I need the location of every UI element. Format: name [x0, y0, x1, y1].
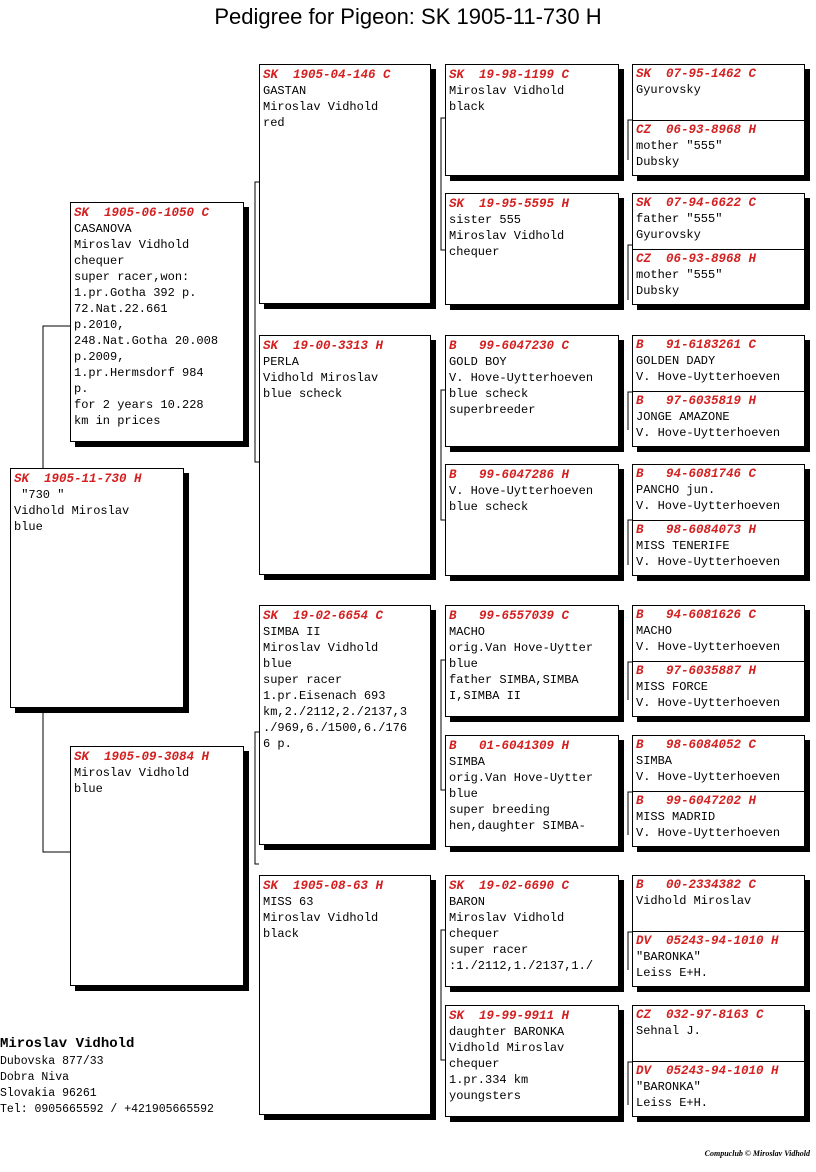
divider	[633, 120, 804, 121]
ring-number: B 98-6084073 H	[636, 523, 757, 537]
grandparent-card[interactable]	[259, 64, 431, 304]
card-line: superbreeder	[449, 403, 536, 417]
card-line: MACHO	[636, 624, 673, 638]
card-line: V. Hove-Uytterhoeven	[449, 371, 594, 385]
card-line: chequer	[449, 1057, 500, 1071]
ancestor-entry[interactable]	[636, 663, 802, 711]
card-line: Miroslav Vidhold	[263, 911, 379, 925]
ancestor-pair-card[interactable]	[632, 735, 805, 847]
card-line: JONGE AMAZONE	[636, 410, 730, 424]
ring-number: B 00-2334382 C	[636, 878, 757, 892]
divider	[633, 661, 804, 662]
owner-address-line: Dubovska 877/33	[0, 1055, 104, 1068]
ring-number: SK 1905-04-146 C	[263, 68, 391, 82]
card-line: black	[263, 927, 300, 941]
card-line: hen,daughter SIMBA-	[449, 819, 586, 833]
ancestor-entry[interactable]	[636, 337, 802, 385]
card-line: V. Hove-Uytterhoeven	[636, 770, 781, 784]
card-line: MACHO	[449, 625, 486, 639]
ancestor-pair-card[interactable]	[632, 1005, 805, 1117]
divider	[633, 931, 804, 932]
ring-number: SK 1905-08-63 H	[263, 879, 384, 893]
sire-card[interactable]	[70, 202, 244, 442]
ring-number: DV 05243-94-1010 H	[636, 934, 779, 948]
ring-number: B 99-6047286 H	[449, 468, 570, 482]
owner-phone: Tel: 0905665592 / +421905665592	[0, 1103, 214, 1116]
card-line: red	[263, 116, 285, 130]
owner-name: Miroslav Vidhold	[0, 1036, 135, 1052]
card-line: "BARONKA"	[636, 950, 701, 964]
ring-number: SK 1905-09-3084 H	[74, 750, 210, 764]
card-line: super breeding	[449, 803, 550, 817]
ring-number: SK 19-98-1199 C	[449, 68, 570, 82]
card-line: Miroslav Vidhold	[449, 229, 565, 243]
great-grandparent-card[interactable]	[445, 193, 619, 305]
card-line: PERLA	[263, 355, 300, 369]
ancestor-pair-card[interactable]	[632, 64, 805, 176]
card-line: Miroslav Vidhold	[449, 84, 565, 98]
great-grandparent-card[interactable]	[445, 605, 619, 717]
card-line: V. Hove-Uytterhoeven	[636, 370, 781, 384]
ring-number: CZ 06-93-8968 H	[636, 252, 757, 266]
ancestor-entry[interactable]	[636, 793, 802, 841]
card-line: Miroslav Vidhold	[449, 911, 565, 925]
card-line: chequer	[449, 927, 500, 941]
ancestor-entry[interactable]	[636, 466, 802, 514]
card-line: father "555"	[636, 212, 723, 226]
card-line: blue	[449, 657, 478, 671]
card-line: mother "555"	[636, 139, 723, 153]
card-line: blue scheck	[449, 387, 529, 401]
card-line: orig.Van Hove-Uytter	[449, 771, 594, 785]
card-line: orig.Van Hove-Uytter	[449, 641, 594, 655]
card-line: 72.Nat.22.661	[74, 302, 168, 316]
ancestor-entry[interactable]	[636, 393, 802, 441]
card-line: SIMBA II	[263, 625, 321, 639]
owner-address-line: Dobra Niva	[0, 1071, 70, 1084]
ancestor-entry[interactable]	[636, 522, 802, 570]
card-line: "730 "	[14, 488, 65, 502]
card-line: Miroslav Vidhold	[74, 766, 190, 780]
great-grandparent-card[interactable]	[445, 464, 619, 576]
card-line: 1.pr.Hermsdorf 984	[74, 366, 204, 380]
card-line: blue	[74, 782, 103, 796]
great-grandparent-card[interactable]	[445, 335, 619, 447]
card-line: super racer,won:	[74, 270, 190, 284]
great-grandparent-card[interactable]	[445, 735, 619, 847]
ring-number: B 91-6183261 C	[636, 338, 757, 352]
card-line: SIMBA	[636, 754, 673, 768]
card-line: I,SIMBA II	[449, 689, 522, 703]
card-line: V. Hove-Uytterhoeven	[636, 426, 781, 440]
ring-number: DV 05243-94-1010 H	[636, 1064, 779, 1078]
card-line: MISS FORCE	[636, 680, 709, 694]
card-line: CASANOVA	[74, 222, 132, 236]
ring-number: B 97-6035819 H	[636, 394, 757, 408]
card-line: 1.pr.Eisenach 693	[263, 689, 386, 703]
ring-number: SK 19-02-6654 C	[263, 609, 384, 623]
ancestor-pair-card[interactable]	[632, 605, 805, 717]
dam-card[interactable]	[70, 746, 244, 986]
ancestor-pair-card[interactable]	[632, 193, 805, 305]
card-line: Miroslav Vidhold	[263, 100, 379, 114]
card-line: MISS MADRID	[636, 810, 716, 824]
ring-number: B 01-6041309 H	[449, 739, 570, 753]
ancestor-entry[interactable]	[636, 1007, 802, 1039]
grandparent-card[interactable]	[259, 605, 431, 845]
card-line: Miroslav Vidhold	[74, 238, 190, 252]
card-line: Dubsky	[636, 155, 680, 169]
card-line: youngsters	[449, 1089, 522, 1103]
card-line: sister 555	[449, 213, 522, 227]
ring-number: SK 1905-11-730 H	[14, 472, 142, 486]
card-line: V. Hove-Uytterhoeven	[449, 484, 594, 498]
ancestor-entry[interactable]	[636, 877, 802, 909]
card-line: Miroslav Vidhold	[263, 641, 379, 655]
card-line: blue	[449, 787, 478, 801]
ancestor-entry[interactable]	[636, 1063, 802, 1111]
card-line: PANCHO jun.	[636, 483, 716, 497]
card-line: daughter BARONKA	[449, 1025, 565, 1039]
card-line: V. Hove-Uytterhoeven	[636, 640, 781, 654]
card-line: BARON	[449, 895, 486, 909]
card-line: Sehnal J.	[636, 1024, 701, 1038]
card-line: Gyurovsky	[636, 228, 701, 242]
card-line: MISS 63	[263, 895, 314, 909]
card-line: GASTAN	[263, 84, 307, 98]
card-line: V. Hove-Uytterhoeven	[636, 499, 781, 513]
card-line: blue scheck	[263, 387, 343, 401]
card-line: 248.Nat.Gotha 20.008	[74, 334, 219, 348]
subject-pigeon-card[interactable]	[10, 468, 184, 708]
card-line: 1.pr.334 km	[449, 1073, 529, 1087]
ancestor-entry[interactable]	[636, 737, 802, 785]
card-line: Gyurovsky	[636, 83, 701, 97]
card-line: V. Hove-Uytterhoeven	[636, 555, 781, 569]
ring-number: B 99-6047230 C	[449, 339, 570, 353]
grandparent-card[interactable]	[259, 335, 431, 575]
card-line: p.	[74, 382, 89, 396]
card-line: super racer	[263, 673, 343, 687]
grandparent-card[interactable]	[259, 875, 431, 1115]
ring-number: B 99-6557039 C	[449, 609, 570, 623]
card-line: mother "555"	[636, 268, 723, 282]
card-line: V. Hove-Uytterhoeven	[636, 696, 781, 710]
card-line: 1.pr.Gotha 392 p.	[74, 286, 197, 300]
great-grandparent-card[interactable]	[445, 64, 619, 176]
card-line: blue	[263, 657, 292, 671]
card-line: Leiss E+H.	[636, 966, 709, 980]
ancestor-entry[interactable]	[636, 607, 802, 655]
great-grandparent-card[interactable]	[445, 1005, 619, 1117]
card-line: black	[449, 100, 486, 114]
card-line: MISS TENERIFE	[636, 539, 730, 553]
ring-number: CZ 032-97-8163 C	[636, 1008, 764, 1022]
card-line: km,2./2112,2./2137,3	[263, 705, 408, 719]
card-line: blue	[14, 520, 43, 534]
ring-number: B 99-6047202 H	[636, 794, 757, 808]
divider	[633, 391, 804, 392]
ancestor-entry[interactable]	[636, 195, 802, 243]
ancestor-entry[interactable]	[636, 251, 802, 299]
card-line: father SIMBA,SIMBA	[449, 673, 579, 687]
ring-number: SK 19-00-3313 H	[263, 339, 384, 353]
ring-number: SK 1905-06-1050 C	[74, 206, 210, 220]
owner-info	[0, 1034, 214, 1118]
ring-number: SK 19-02-6690 C	[449, 879, 570, 893]
divider	[633, 520, 804, 521]
card-line: blue scheck	[449, 500, 529, 514]
footer-credit: Compuclub © Miroslav Vidhold	[704, 1149, 810, 1158]
card-line: Vidhold Miroslav	[636, 894, 752, 908]
great-grandparent-card[interactable]	[445, 875, 619, 987]
ancestor-entry[interactable]	[636, 122, 802, 170]
card-line: chequer	[74, 254, 125, 268]
card-line: "BARONKA"	[636, 1080, 701, 1094]
ring-number: B 94-6081626 C	[636, 608, 757, 622]
card-line: km in prices	[74, 414, 161, 428]
card-line: super racer	[449, 943, 529, 957]
ring-number: SK 19-95-5595 H	[449, 197, 570, 211]
card-line: V. Hove-Uytterhoeven	[636, 826, 781, 840]
ring-number: B 98-6084052 C	[636, 738, 757, 752]
ring-number: CZ 06-93-8968 H	[636, 123, 757, 137]
ancestor-pair-card[interactable]	[632, 875, 805, 987]
divider	[633, 1061, 804, 1062]
ancestor-entry[interactable]	[636, 66, 802, 98]
card-line: for 2 years 10.228	[74, 398, 204, 412]
divider	[633, 791, 804, 792]
card-line: GOLD BOY	[449, 355, 507, 369]
card-line: chequer	[449, 245, 500, 259]
ancestor-entry[interactable]	[636, 933, 802, 981]
ancestor-pair-card[interactable]	[632, 335, 805, 447]
ring-number: B 94-6081746 C	[636, 467, 757, 481]
card-line: ./969,6./1500,6./176	[263, 721, 408, 735]
card-line: Vidhold Miroslav	[449, 1041, 565, 1055]
card-line: p.2009,	[74, 350, 125, 364]
card-line: 6 p.	[263, 737, 292, 751]
ring-number: SK 07-95-1462 C	[636, 67, 757, 81]
ring-number: SK 07-94-6622 C	[636, 196, 757, 210]
card-line: Vidhold Miroslav	[14, 504, 130, 518]
card-line: Dubsky	[636, 284, 680, 298]
card-line: Leiss E+H.	[636, 1096, 709, 1110]
card-line: Vidhold Miroslav	[263, 371, 379, 385]
divider	[633, 249, 804, 250]
page-title: Pedigree for Pigeon: SK 1905-11-730 H	[214, 4, 602, 29]
ring-number: SK 19-99-9911 H	[449, 1009, 570, 1023]
card-line: GOLDEN DADY	[636, 354, 716, 368]
card-line: SIMBA	[449, 755, 486, 769]
card-line: :1./2112,1./2137,1./	[449, 959, 594, 973]
ancestor-pair-card[interactable]	[632, 464, 805, 576]
owner-address-line: Slovakia 96261	[0, 1087, 97, 1100]
card-line: p.2010,	[74, 318, 125, 332]
ring-number: B 97-6035887 H	[636, 664, 757, 678]
